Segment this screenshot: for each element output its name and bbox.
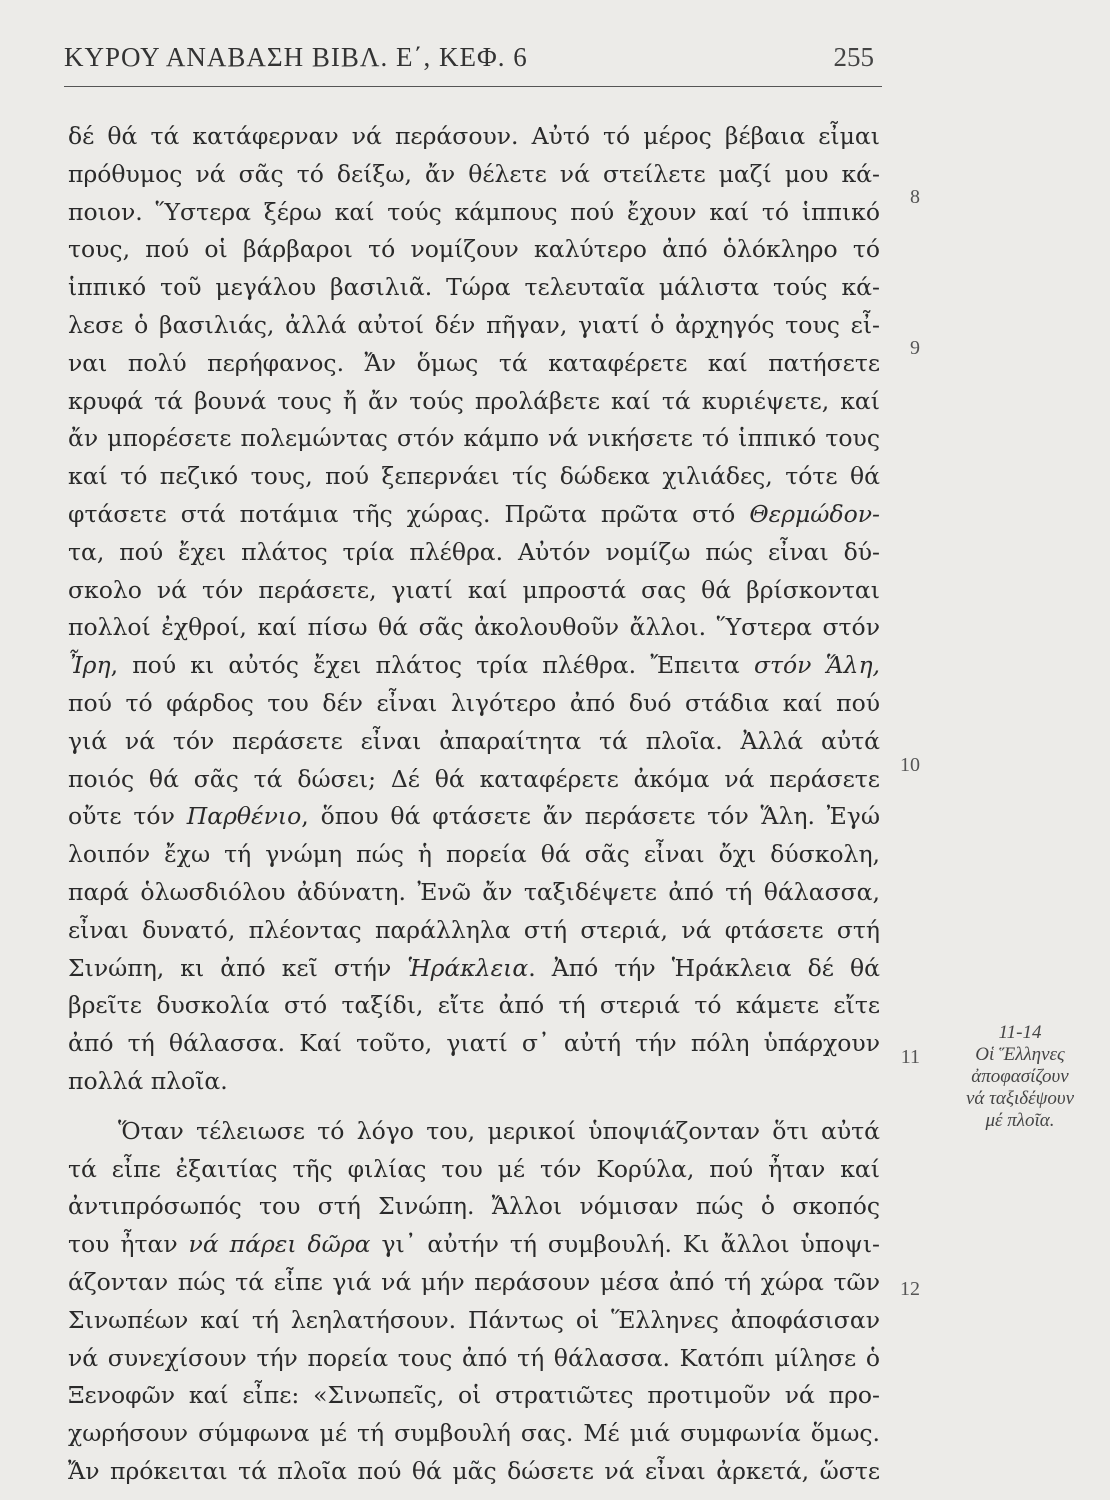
text-line: χωρήσουν σύμφωνα μέ τή συμβουλή σας. Μέ μιά συμφωνία ὅμως. — [68, 1419, 880, 1448]
text-segment: , ὅπου θά φτάσετε ἄν περάσετε τόν Ἅλη. Ἐγώ — [301, 802, 880, 831]
text-line — [68, 647, 880, 685]
place-name-parthenios: Παρθένιο — [186, 802, 302, 831]
text-line: ἀντιπρόσωπός του στή Σινώπη. Ἄλλοι νόμισαν πώς ὁ σκοπός — [68, 1192, 880, 1221]
text-line: τα, πού ἔχει πλάτος τρία πλέθρα. Αὐτόν νομίζω πώς εἶναι δύ- — [68, 537, 880, 566]
margin-note-line: ἀποφασίζουν — [971, 1066, 1069, 1087]
text-line: λοιπόν ἔχω τή γνώμη πώς ἡ πορεία θά σᾶς εἶναι ὄχι δύσκολη, — [68, 840, 880, 869]
text-line: Ἄν πρόκειται τά πλοῖα πού θά μᾶς δώσετε νά εἶναι ἀρκετά, ὥστε — [68, 1456, 880, 1485]
text-line — [68, 950, 880, 988]
place-name-iris: Ἶρη — [68, 651, 111, 680]
margin-note-line: νά ταξιδέψουν — [965, 1088, 1075, 1109]
section-number: 9 — [910, 337, 920, 359]
text-line: ποιον. Ὕστερα ξέρω καί τούς κάμπους πού ἔχουν καί τό ἱππικό — [68, 197, 880, 226]
page-number: 255 — [833, 42, 874, 72]
section-number: 8 — [910, 186, 920, 208]
text-line: γιά νά τόν περάσετε εἶναι ἀπαραίτητα τά πλοῖα. Ἀλλά αὐτά — [68, 726, 880, 755]
text-line: πολλά πλοῖα. — [68, 1066, 228, 1095]
text-segment: οὔτε τόν — [68, 802, 175, 831]
section-number: 10 — [900, 754, 920, 776]
text-line: Ξενοφῶν καί εἶπε: «Σινωπεῖς, οἱ στρατιῶτες προτιμοῦν νά προ- — [68, 1381, 880, 1410]
text-line: ναι πολύ περήφανος. Ἄν ὅμως τά καταφέρετε καί πατήσετε — [68, 348, 880, 377]
body-text — [68, 118, 880, 1491]
text-line: ἱππικό τοῦ μεγάλου βασιλιᾶ. Τώρα τελευταῖα μάλιστα τούς κά- — [68, 273, 880, 302]
text-segment: , πού κι αὐτός ἔχει πλάτος τρία πλέθρα. Ἔπειτα — [110, 651, 740, 680]
text-line: πρόθυμος νά σᾶς τό δείξω, ἄν θέλετε νά στείλετε μαζί μου κά- — [68, 159, 880, 188]
margin-note-range: 11-14 — [998, 1022, 1042, 1043]
section-number: 12 — [900, 1278, 920, 1300]
running-head-title: ΚΥΡΟΥ ΑΝΑΒΑΣΗ ΒΙΒΛ. Ε΄, ΚΕΦ. 6 — [64, 42, 528, 72]
text-line: παρά ὁλωσδιόλου ἀδύνατη. Ἐνῶ ἄν ταξιδέψετε ἀπό τή θάλασσα, — [68, 877, 880, 906]
margin-note — [936, 1022, 1104, 1132]
text-line: ποιός θά σᾶς τά δώσει; Δέ θά καταφέρετε ἀκόμα νά περάσετε — [68, 764, 880, 793]
text-segment: γι᾽ αὐτήν τή συμβουλή. Κι ἄλλοι ὑποψι- — [381, 1230, 880, 1259]
text-line: δέ θά τά κατάφερναν νά περάσουν. Αὐτό τό μέρος βέβαια εἶμαι — [68, 122, 880, 150]
text-line: άζονταν πώς τά εἶπε γιά νά μήν περάσουν μέσα ἀπό τή χώρα τῶν — [68, 1267, 880, 1296]
margin-note-line: Οἱ Ἕλληνες — [975, 1044, 1065, 1065]
text-segment: φτάσετε στά ποτάμια τῆς χώρας. Πρῶτα πρῶτα στό — [68, 499, 736, 528]
text-line: Ὅταν τέλειωσε τό λόγο του, μερικοί ὑποψιάζονταν ὅτι αὐτά — [118, 1116, 880, 1145]
running-head — [64, 40, 882, 87]
text-line: πολλοί ἐχθροί, καί πίσω θά σᾶς ἀκολουθοῦν ἄλλοι. Ὕστερα στόν — [68, 613, 880, 642]
text-line: κρυφά τά βουνά τους ἤ ἄν τούς προλάβετε καί τά κυριέψετε, καί — [68, 386, 880, 415]
italic-phrase: νά πάρει δῶρα — [188, 1230, 371, 1259]
text-line — [68, 496, 880, 534]
text-line — [68, 1226, 880, 1264]
text-line: σκολο νά τόν περάσετε, γιατί καί μπροστά σας θά βρίσκονται — [68, 575, 880, 604]
text-line: ἄν μπορέσετε πολεμώντας στόν κάμπο νά νικήσετε τό ἱππικό τους — [68, 424, 880, 453]
text-line: καί τό πεζικό τους, πού ξεπερνάει τίς δώδεκα χιλιάδες, τότε θά — [68, 462, 880, 491]
text-line: τους, πού οἱ βάρβαροι τό νομίζουν καλύτερο ἀπό ὁλόκληρο τό — [68, 235, 880, 264]
text-line — [68, 798, 880, 836]
place-name-herakleia: Ἡράκλεια — [407, 953, 529, 982]
text-segment: Σινώπη, κι ἀπό κεῖ στήν — [68, 953, 392, 982]
text-segment: του ἦταν — [68, 1230, 178, 1259]
text-line: τά εἶπε ἐξαιτίας τῆς φιλίας του μέ τόν Κορύλα, πού ἦταν καί — [68, 1154, 880, 1183]
text-line: λεσε ὁ βασιλιάς, ἀλλά αὐτοί δέν πῆγαν, γιατί ὁ ἀρχηγός τους εἶ- — [68, 310, 880, 339]
text-line: νά συνεχίσουν τήν πορεία τους ἀπό τή θάλασσα. Κατόπι μίλησε ὁ — [68, 1343, 880, 1372]
text-line: ἀπό τή θάλασσα. Καί τοῦτο, γιατί σ᾽ αὐτή τήν πόλη ὑπάρχουν — [68, 1029, 880, 1058]
margin-note-line: μέ πλοῖα. — [985, 1110, 1055, 1131]
text-line: Σινωπέων καί τή λεηλατήσουν. Πάντως οἱ Ἕλληνες ἀποφάσισαν — [68, 1305, 880, 1334]
place-name-thermodon: Θερμώδον- — [749, 499, 880, 528]
text-line: πού τό φάρδος του δέν εἶναι λιγότερο ἀπό δυό στάδια καί πού — [68, 688, 880, 717]
text-line: εἶναι δυνατό, πλέοντας παράλληλα στή στεριά, νά φτάσετε στή — [68, 915, 880, 944]
section-number: 11 — [900, 1046, 920, 1068]
text-segment: . Ἀπό τήν Ἡράκλεια δέ θά — [528, 953, 880, 982]
text-line: βρεῖτε δυσκολία στό ταξίδι, εἴτε ἀπό τή στεριά τό κάμετε εἴτε — [68, 991, 880, 1020]
place-name-halys: στόν Ἅλη, — [753, 651, 880, 680]
